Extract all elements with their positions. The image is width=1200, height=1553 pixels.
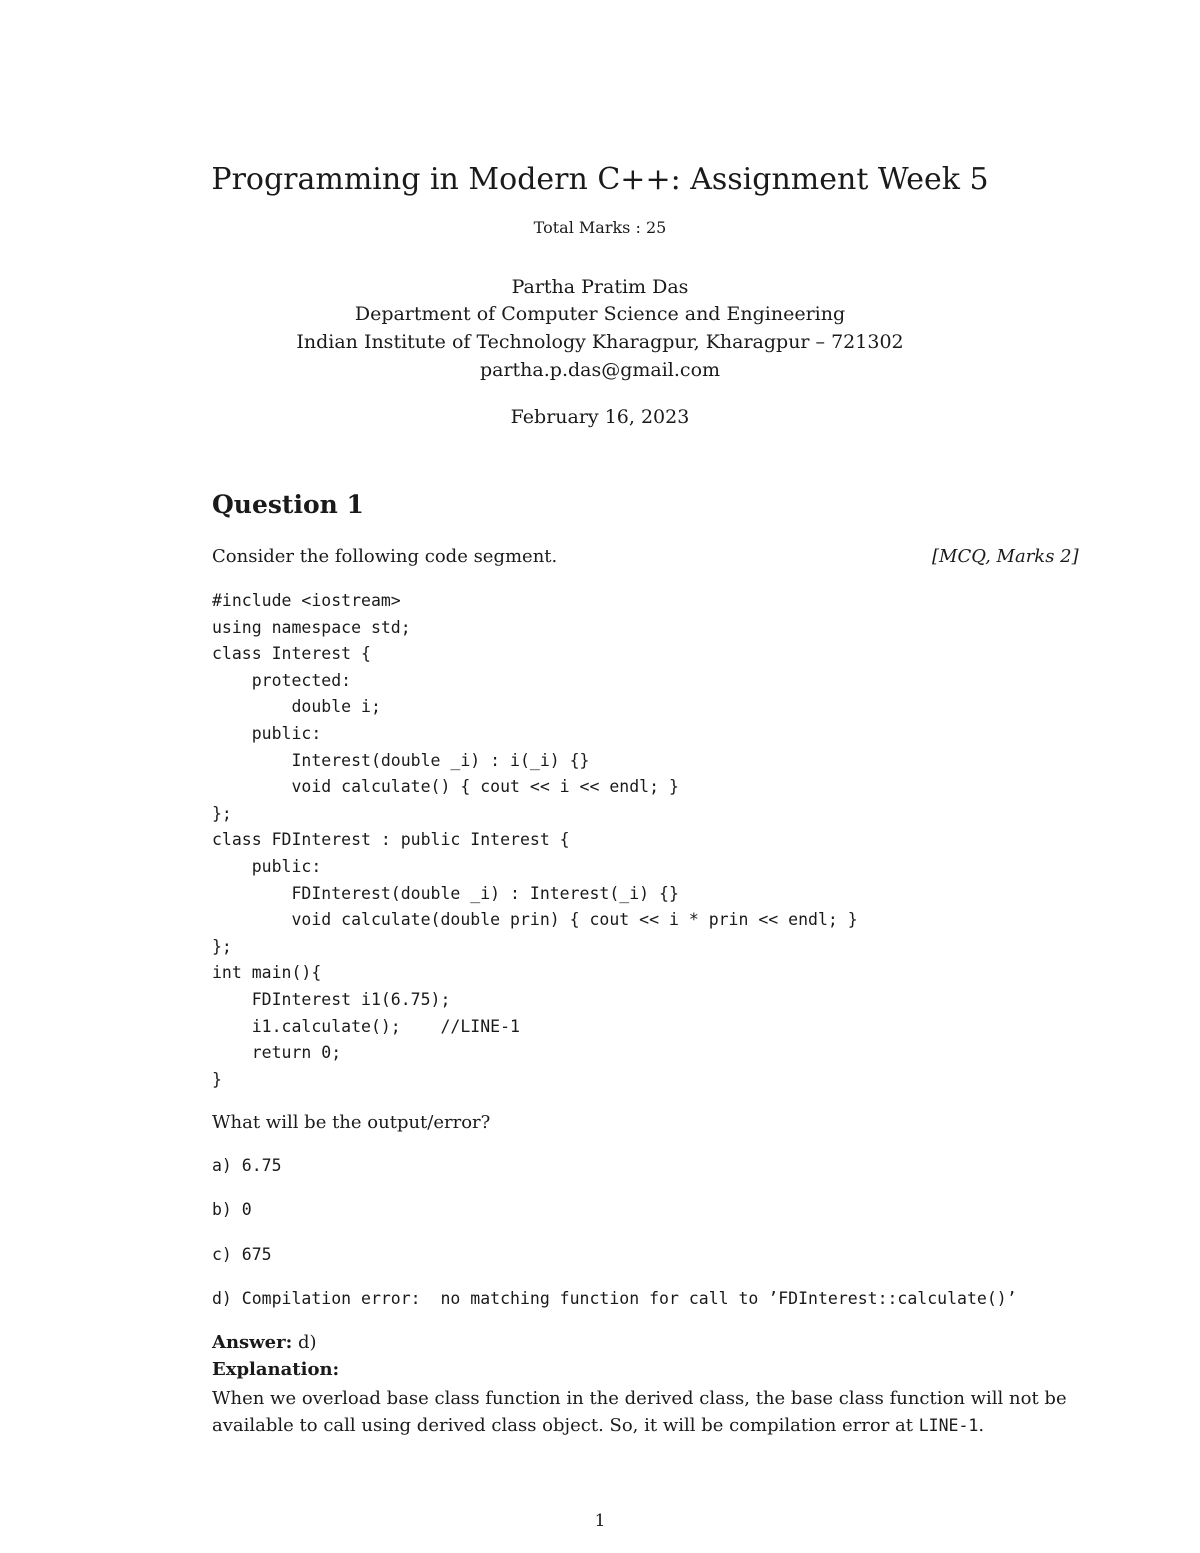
option-d: d) Compilation error: no matching function for call to ’FDInterest::calculate()’ (212, 1289, 1017, 1308)
option-c: c) 675 (212, 1245, 272, 1264)
page-number: 1 (594, 1511, 606, 1531)
author-name: Partha Pratim Das (511, 276, 689, 298)
option-a: a) 6.75 (212, 1156, 282, 1175)
answer-value: d) (298, 1332, 317, 1353)
explanation-label: Explanation: (212, 1359, 340, 1380)
explanation-part-2: . (978, 1415, 985, 1436)
answer (212, 1332, 317, 1353)
total-marks: Total Marks : 25 (533, 218, 667, 237)
document-date: February 16, 2023 (510, 406, 690, 428)
question-type-marks: [MCQ, Marks 2] (932, 546, 1079, 567)
answer-label: Answer: (212, 1332, 293, 1353)
explanation-text (212, 1385, 1102, 1439)
question-heading: Question 1 (212, 490, 364, 519)
question-text: What will be the output/error? (212, 1112, 491, 1133)
question-prompt: Consider the following code segment. (212, 546, 558, 567)
explanation-part-1: When we overload base class function in the derived class, the base class function will not be available to call using derived class object. So, it will be compilation error at (212, 1388, 1067, 1436)
code-listing: #include <iostream> using namespace std; class Interest { protected: double i; public: Interest(double _i) : i(_i) {} void calculate() { cout << i << endl; } }; class FDInterest : public Interest { public: FDInterest(double _i) : Interest(_i) {} void calculate(double prin) { cout << i * prin << endl; } }; int main(){ FDInterest i1(6.75); i1.calculate(); //LINE-1 return 0; } (212, 591, 858, 1089)
author-department: Department of Computer Science and Engineering (354, 303, 846, 325)
explanation-code: LINE-1 (918, 1416, 979, 1435)
page-title: Programming in Modern C++: Assignment Week 5 (211, 162, 989, 197)
author-email: partha.p.das@gmail.com (479, 359, 721, 381)
option-b: b) 0 (212, 1200, 252, 1219)
author-institute: Indian Institute of Technology Kharagpur, Kharagpur – 721302 (296, 331, 904, 353)
